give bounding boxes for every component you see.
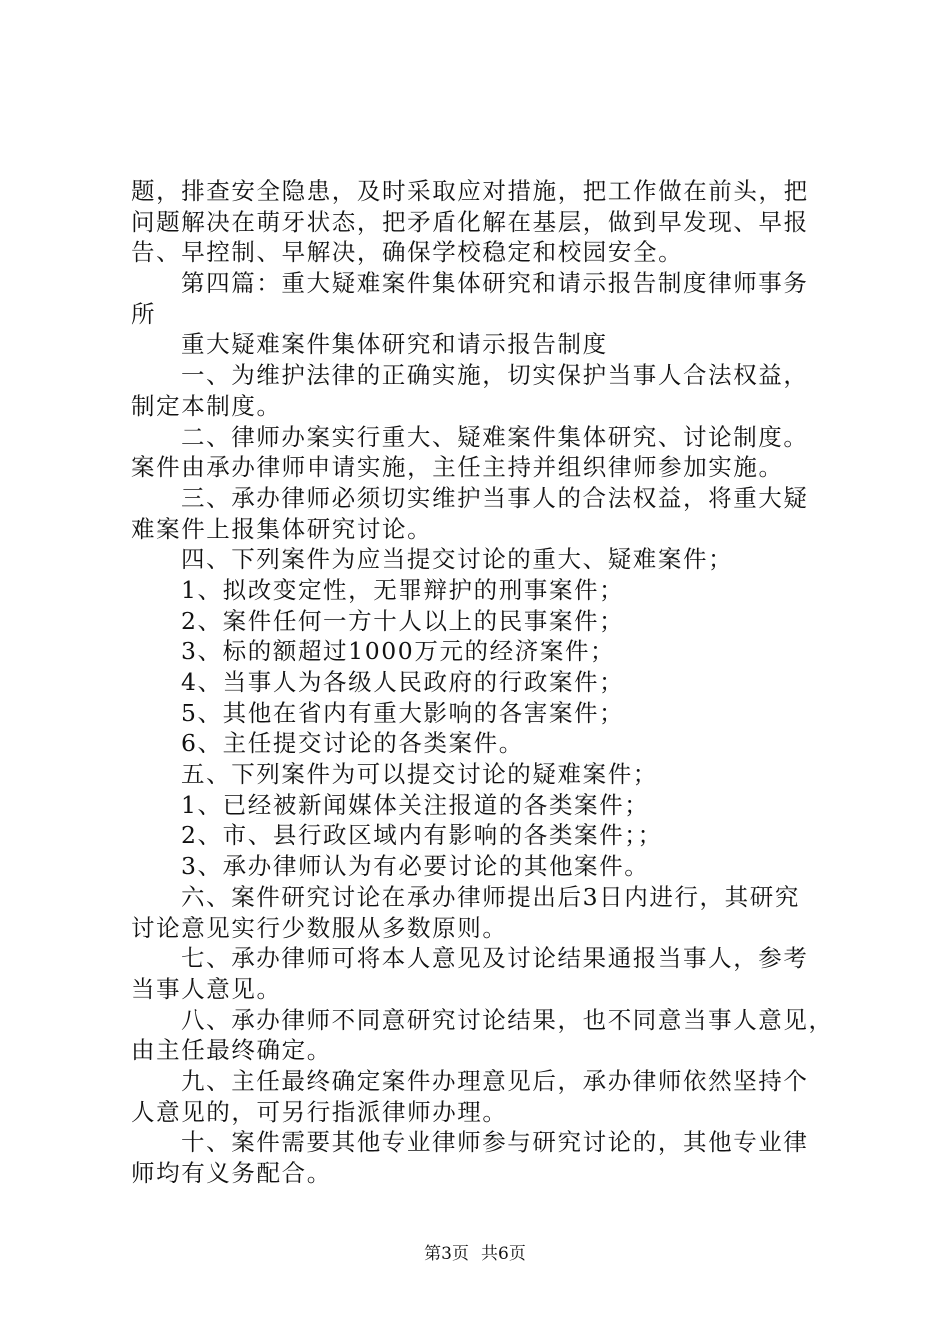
- text-line: 当事人意见。: [131, 974, 282, 1003]
- text-line: 六、案件研究讨论在承办律师提出后3日内进行，其研究: [181, 882, 800, 911]
- text-line: 师均有义务配合。: [131, 1159, 332, 1187]
- text-line: 难案件上报集体研究讨论。: [131, 514, 433, 543]
- text-line: 2、案件任何一方十人以上的民事案件；: [181, 606, 625, 635]
- page-footer: [0, 1244, 950, 1264]
- text-line: 讨论意见实行少数服从多数原则。: [131, 913, 508, 942]
- text-line: 三、承办律师必须切实维护当事人的合法权益，将重大疑: [181, 483, 809, 512]
- text-line: 七、承办律师可将本人意见及讨论结果通报当事人，参考: [181, 944, 809, 973]
- text-line: 九、主任最终确定案件办理意见后，承办律师依然坚持个: [181, 1066, 809, 1095]
- text-line: 十、案件需要其他专业律师参与研究讨论的，其他专业律: [181, 1128, 809, 1157]
- document-body: [131, 176, 834, 1189]
- page-total: 共6页: [481, 1244, 526, 1264]
- text-line: 由主任最终确定。: [131, 1036, 332, 1065]
- text-line: 五、下列案件为可以提交讨论的疑难案件；: [181, 760, 658, 789]
- text-line: 1、拟改变定性，无罪辩护的刑事案件；: [181, 575, 625, 604]
- text-line: 案件由承办律师申请实施，主任主持并组织律师参加实施。: [131, 453, 784, 482]
- text-line: 4、当事人为各级人民政府的行政案件；: [181, 668, 625, 696]
- text-line: 1、已经被新闻媒体关注报道的各类案件；: [181, 790, 650, 819]
- text-line: 6、主任提交讨论的各类案件。: [181, 729, 524, 758]
- text-line: 四、下列案件为应当提交讨论的重大、疑难案件；: [181, 545, 734, 574]
- text-line: 告、早控制、早解决，确保学校稳定和校园安全。: [131, 238, 684, 267]
- text-line: 制定本制度。: [131, 391, 282, 420]
- text-line: 重大疑难案件集体研究和请示报告制度: [181, 330, 608, 359]
- text-line: 八、承办律师不同意研究讨论结果，也不同意当事人意见，: [181, 1005, 834, 1034]
- text-line: 一、为维护法律的正确实施，切实保护当事人合法权益，: [181, 361, 809, 390]
- text-line: 5、其他在省内有重大影响的各害案件；: [181, 698, 625, 727]
- text-line: 问题解决在萌牙状态，把矛盾化解在基层，做到早发现、早报: [131, 207, 809, 236]
- text-line: 3、标的额超过1000万元的经济案件；: [181, 637, 616, 666]
- text-line: 所: [131, 299, 157, 328]
- text-line: 3、承办律师认为有必要讨论的其他案件。: [181, 852, 650, 881]
- text-line: 题，排查安全隐患，及时采取应对措施，把工作做在前头，把: [131, 177, 809, 205]
- text-line: 2、市、县行政区域内有影响的各类案件；；: [181, 821, 663, 850]
- text-line: 人意见的，可另行指派律师办理。: [131, 1097, 508, 1126]
- text-line: 二、律师办案实行重大、疑难案件集体研究、讨论制度。: [181, 422, 809, 451]
- text-line: 第四篇：重大疑难案件集体研究和请示报告制度律师事务: [181, 269, 809, 298]
- page-number: 第3页: [424, 1244, 469, 1264]
